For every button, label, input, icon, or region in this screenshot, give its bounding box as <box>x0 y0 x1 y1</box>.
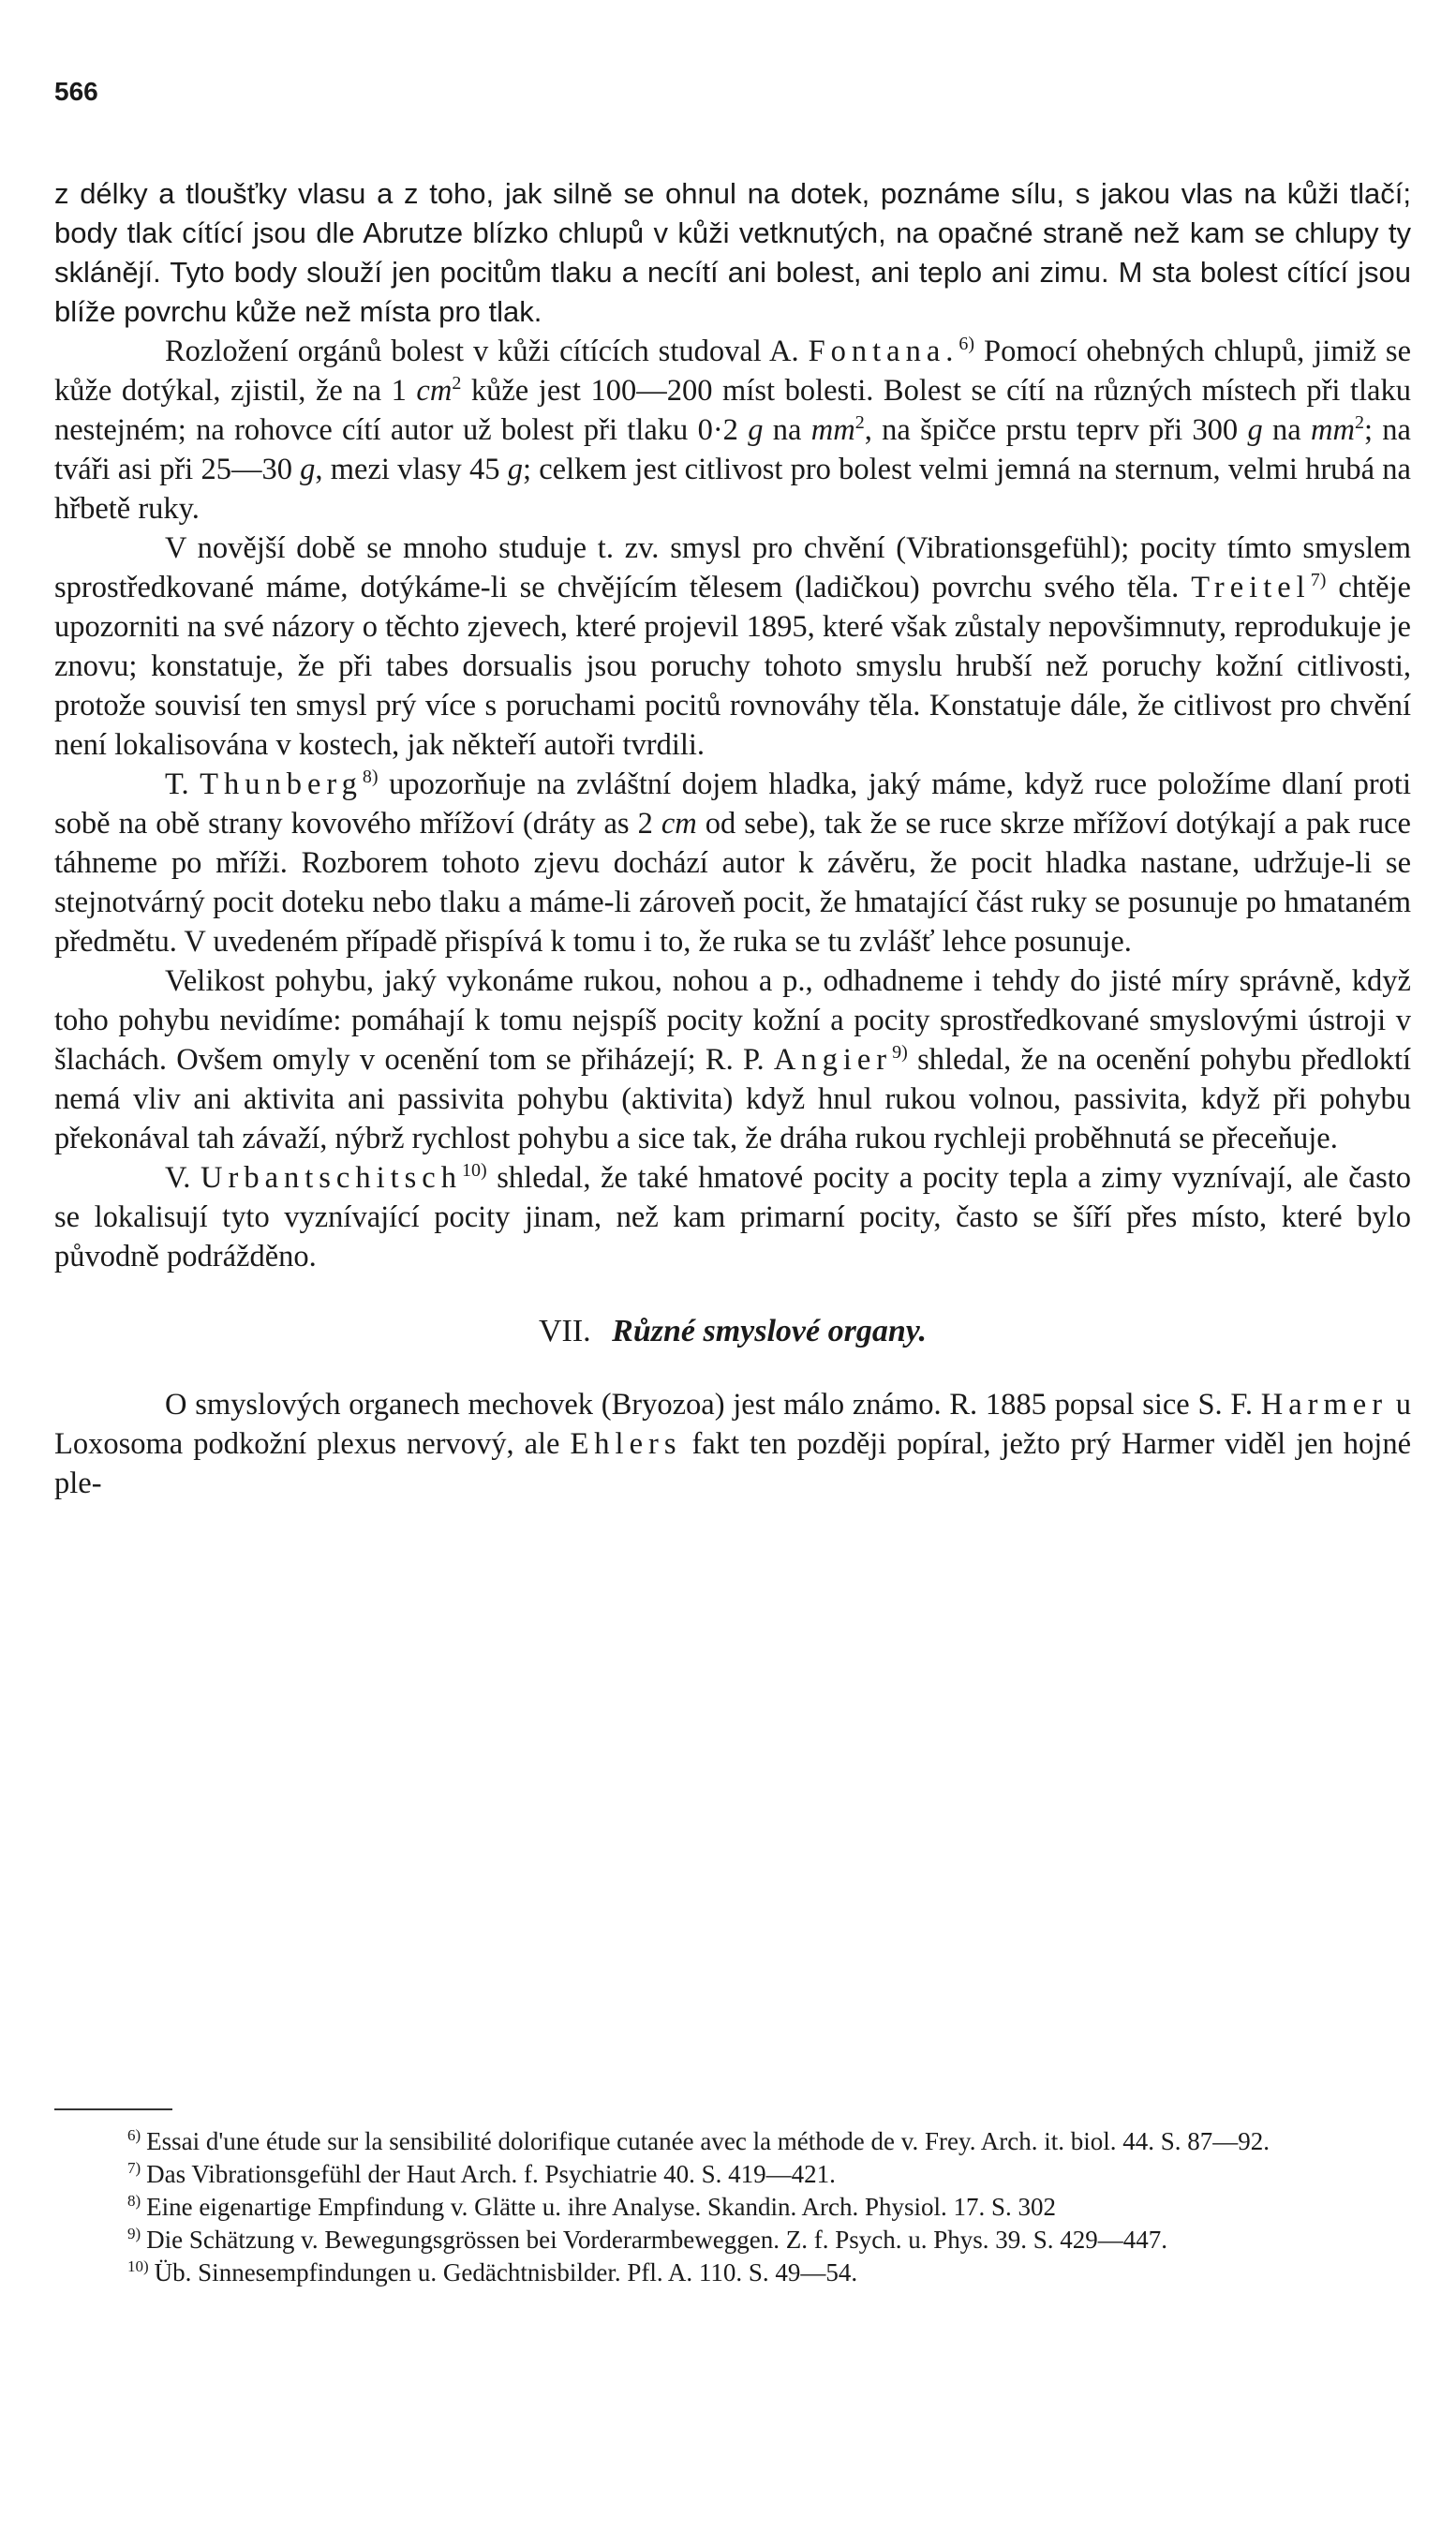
footnote-ref: 7) <box>1310 570 1327 591</box>
unit-exponent: 2 <box>854 412 865 434</box>
unit: cm <box>416 374 453 408</box>
footnote-text: Essai d'une étude sur la sensibilité dolorifique cutanée avec la méthode de v. Frey. Arch. it. biol. 44. S. 87—92. <box>146 2127 1270 2155</box>
footnote <box>54 2224 1411 2256</box>
text-run: na <box>1262 413 1312 447</box>
footnote-divider <box>54 2108 172 2110</box>
author-name: Treitel <box>1191 571 1311 604</box>
text-run: Pomocí ohebných chlupů, jimiž se kůže dotýkal, zjistil, že na 1 <box>54 335 1412 408</box>
text-run: shledal, že také hmatové pocity a pocity tepla a zimy vyznívají, ale často se lokalisují tyto vyznívající pocity jinam, než kam primarní pocity, často se šíří přes místo, které bylo původně podrážděno. <box>54 1161 1411 1273</box>
author-name: Thunberg <box>200 767 363 801</box>
unit: mm <box>810 413 855 447</box>
text-run: chtěje upozorniti na své názory o těchto zjevech, které projevil 1895, které však zůstaly nepovšimnuty, reprodukuje je znovu; konstatuje, že při tabes dorsualis jsou poruchy tohoto smyslu hrubší než poruchy kožní citlivosti, protože souvisí ten smysl prý více s poruchami pocitů rovnováhy těla. Konstatuje dále, že citlivost pro chvění není lokalisována v kostech, jak někteří autoři tvrdili. <box>54 571 1411 762</box>
footnote-mark: 7) <box>127 2159 141 2177</box>
text-run: , mezi vlasy 45 <box>315 453 508 486</box>
text-run: u Loxosoma podkožní plexus nervový, ale <box>54 1388 1412 1461</box>
text-run: ; na tváři asi při 25—30 <box>54 413 1411 486</box>
text-run: kůže jest 100—200 míst bolesti. Bolest se cítí na různých místech při tlaku nestejném; na rohovce cítí autor už bolest při tlaku 0·2 <box>54 374 1411 447</box>
paragraph-fontana <box>54 332 1411 529</box>
unit-exponent: 2 <box>452 373 462 395</box>
text-run: , na špičce prstu teprv při 300 <box>864 413 1248 447</box>
footnote-ref: 9) <box>892 1042 908 1064</box>
text-run: od sebe), tak že se ruce skrze mřížoví dotýkají a pak ruce táhneme po mříži. Rozborem tohoto zjevu dochází autor k závěru, že pocit hladka nastane, udržuje-li se stejnotvárný pocit doteku nebo tlaku a máme-li zároveň pocit, že hmatající část ruky se posunuje po hmataném předmětu. V uvedeném případě přispívá k tomu i to, že ruka se tu zvlášť lehce posunuje. <box>54 807 1411 959</box>
unit: g <box>1247 413 1263 447</box>
unit: g <box>300 453 316 486</box>
paragraph-bryozoa <box>54 1385 1411 1503</box>
text-run: na <box>763 413 811 447</box>
text-run: ; celkem jest citlivost pro bolest velmi jemná na sternum, velmi hrubá na hřbetě ruky. <box>54 453 1411 526</box>
body-text <box>54 174 1411 1503</box>
footnote-mark: 8) <box>127 2192 141 2210</box>
footnote-ref: 8) <box>362 767 379 788</box>
footnote-text: Das Vibrationsgefühl der Haut Arch. f. Psychiatrie 40. S. 419—421. <box>146 2160 836 2188</box>
page-number: 566 <box>54 77 98 106</box>
text-run: fakt ten později popíral, ježto prý Harmer viděl jen hojné ple- <box>54 1427 1411 1500</box>
footnote <box>54 2191 1411 2224</box>
unit: cm <box>661 807 697 841</box>
paragraph-urbantschitsch <box>54 1158 1411 1276</box>
author-name: Harmer <box>1260 1388 1389 1422</box>
text-run: upozorňuje na zvláštní dojem hladka, jaký máme, když ruce položíme dlaní proti sobě na obě strany kovového mřížoví (dráty as 2 <box>54 767 1411 841</box>
section-number: VII. <box>538 1314 591 1348</box>
footnote-ref: 6) <box>958 334 975 355</box>
author-name: Angier <box>773 1043 893 1077</box>
footnote-text: Üb. Sinnesempfindungen u. Gedächtnisbilder. Pfl. A. 110. S. 49—54. <box>154 2258 858 2286</box>
footnote <box>54 2256 1411 2289</box>
unit: mm <box>1311 413 1355 447</box>
text-run: V. <box>165 1161 201 1195</box>
footnote-mark: 9) <box>127 2225 141 2242</box>
footnote-mark: 10) <box>127 2257 149 2275</box>
footnotes <box>54 2125 1411 2289</box>
footnote <box>54 2125 1411 2158</box>
text-run: V novější době se mnoho studuje t. zv. smysl pro chvění (Vibrationsgefühl); pocity tímto smyslem sprostředkované máme, dotýkáme-li se chvějícím tělesem (ladičkou) povrchu svého těla. <box>54 531 1411 604</box>
text-run: shledal, že na ocenění pohybu předloktí nemá vliv ani aktivita ani passivita pohybu (aktivita) když hnul rukou volnou, passivita, když při pohybu překonával tah závaží, nýbrž rychlost pohybu a sice tak, že dráha rukou rychleji proběhnutá se přeceňuje. <box>54 1043 1412 1155</box>
footnote-text: Eine eigenartige Empfindung v. Glätte u. ihre Analyse. Skandin. Arch. Physiol. 17. S. 302 <box>146 2193 1057 2221</box>
unit: g <box>748 413 764 447</box>
text-run: T. <box>165 767 201 801</box>
section-title: Různé smyslové organy. <box>612 1314 928 1348</box>
paragraph-thunberg <box>54 765 1411 961</box>
footnote-mark: 6) <box>127 2126 141 2144</box>
footnote-ref: 10) <box>461 1160 487 1182</box>
paragraph-angier <box>54 961 1411 1158</box>
text-run: Velikost pohybu, jaký vykonáme rukou, nohou a p., odhadneme i tehdy do jisté míry správně, když toho pohybu nevidíme: pomáhají k tomu nejspíš pocity kožní a pocity sprostředkované smyslovými ústroji v šlachách. Ovšem omyly v ocenění tom se přiházejí; R. P. <box>54 964 1411 1077</box>
footnote <box>54 2158 1411 2191</box>
unit-exponent: 2 <box>1354 412 1364 434</box>
author-name: Ehlers <box>570 1427 682 1461</box>
footnote-text: Die Schätzung v. Bewegungsgrössen bei Vorderarmbeweggen. Z. f. Psych. u. Phys. 39. S. 429—447. <box>146 2226 1168 2254</box>
paragraph-1: z délky a tloušťky vlasu a z toho, jak silně se ohnul na dotek, poznáme sílu, s jakou vlas na kůži tlačí; body tlak cítící jsou dle Abrutze blízko chlupů v kůži vetknutých, na opačné straně než kam se chlupy ty sklánějí. Tyto body slouží jen pocitům tlaku a necítí ani bolest, ani teplo ani zimu. M sta bolest cítící jsou blíže povrchu kůže než místa pro tlak. <box>54 177 1411 328</box>
text-run: Rozložení orgánů bolest v kůži cítících studoval A. <box>165 335 809 368</box>
author-name: Urbantschitsch <box>201 1161 462 1195</box>
paragraph-treitel <box>54 529 1411 765</box>
author-name: Fontana. <box>808 335 959 368</box>
unit: g <box>507 453 523 486</box>
section-heading <box>54 1312 1411 1351</box>
text-run: O smyslových organech mechovek (Bryozoa) jest málo známo. R. 1885 popsal sice S. F. <box>165 1388 1261 1422</box>
